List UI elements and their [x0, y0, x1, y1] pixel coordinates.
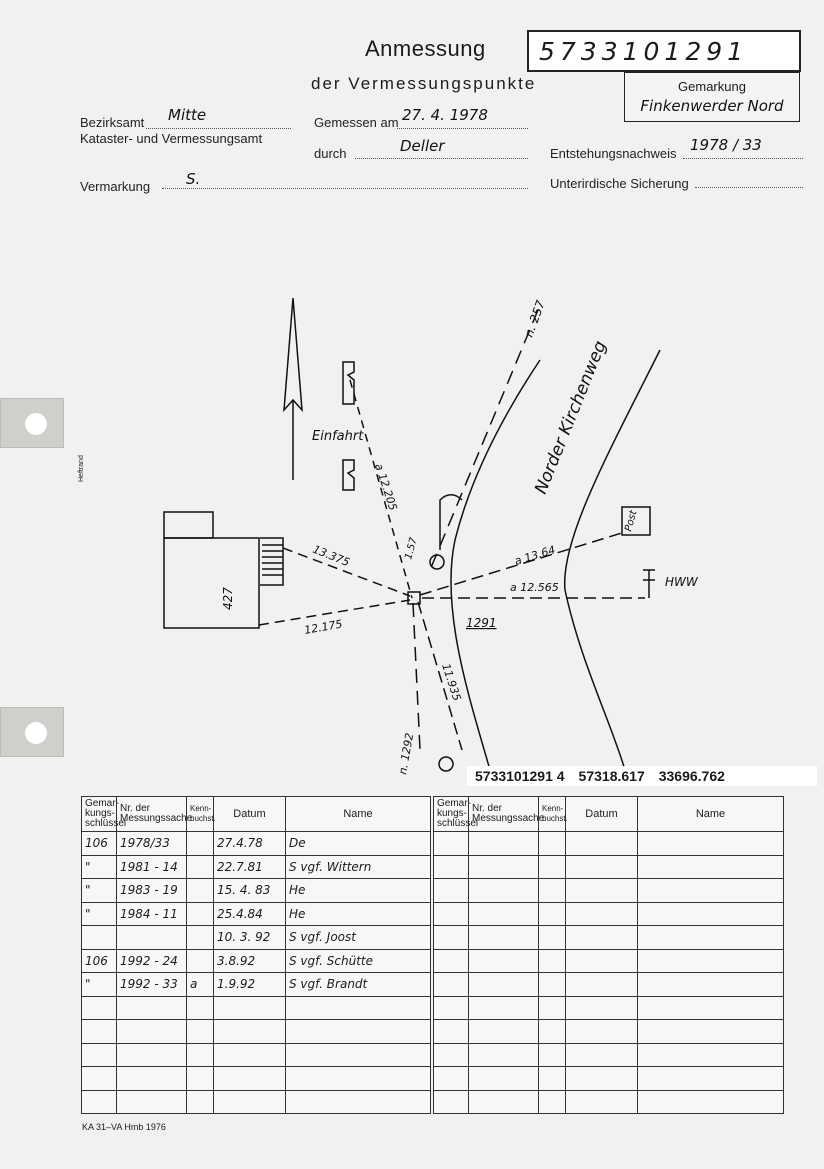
col-datum: Datum [214, 797, 286, 832]
cell-kenn [187, 1067, 214, 1091]
table-row [82, 949, 431, 973]
cell-datum [566, 879, 638, 903]
bezirksamt-line [146, 127, 291, 129]
entstehung-line [683, 157, 803, 159]
heftrand-label: Heftrand [78, 455, 85, 482]
unterirdisch-line [695, 186, 803, 188]
cell-schluessel [82, 1043, 117, 1067]
dist-12175: 12.175 [303, 617, 344, 637]
table-row [82, 1067, 431, 1091]
ref-line-top [430, 310, 538, 570]
cell-kenn [187, 855, 214, 879]
cell-kenn [539, 832, 566, 856]
building-annex [164, 512, 213, 538]
coord-id: 5733101291 4 [475, 768, 565, 784]
dist-a1364: a 13.64 [513, 543, 557, 568]
col-schluessel: Gemar-kungs-schlüssel [434, 797, 469, 832]
col-kennbuchst: Kenn-buchst. [187, 797, 214, 832]
cell-schluessel [434, 926, 469, 950]
table-row [434, 902, 784, 926]
cell-kenn [539, 1067, 566, 1091]
col-schluessel: Gemar-kungs-schlüssel [82, 797, 117, 832]
survey-sketch [0, 280, 824, 780]
cell-schluessel [82, 1090, 117, 1114]
form-subtitle: der Vermessungspunkte [311, 74, 537, 93]
table-row [434, 996, 784, 1020]
cell-nr [469, 832, 539, 856]
point-number: 5733101291 [539, 36, 749, 66]
cell-kenn [187, 949, 214, 973]
cell-name: S vgf. Schütte [286, 949, 431, 973]
cell-datum [566, 1090, 638, 1114]
vermarkung-label: Vermarkung [80, 179, 151, 194]
cell-schluessel: 106 [82, 949, 117, 973]
entstehung-label: Entstehungsnachweis [550, 146, 677, 161]
coord-y: 33696.762 [658, 768, 725, 784]
bezirksamt-label: Bezirksamt [80, 115, 145, 130]
table-row [82, 1020, 431, 1044]
gemarkung-value: Finkenwerder Nord [640, 97, 784, 115]
cell-schluessel [434, 879, 469, 903]
cell-datum [214, 1020, 286, 1044]
cell-name: He [286, 879, 431, 903]
cell-datum: 15. 4. 83 [214, 879, 286, 903]
cell-nr [469, 1090, 539, 1114]
cell-datum [566, 973, 638, 997]
cell-kenn [187, 902, 214, 926]
cell-datum [566, 902, 638, 926]
cell-kenn [539, 855, 566, 879]
building-steps [260, 538, 283, 585]
bezirksamt-value: Mitte [168, 106, 207, 124]
post-label: Post [623, 509, 640, 533]
table-row [82, 996, 431, 1020]
cell-nr [117, 1067, 187, 1091]
cell-schluessel: 106 [82, 832, 117, 856]
cell-datum: 25.4.84 [214, 902, 286, 926]
table-row [82, 1043, 431, 1067]
cell-kenn [539, 1020, 566, 1044]
col-messungssache: Nr. der Messungssache [469, 797, 539, 832]
einfahrt-marker-bottom [343, 460, 354, 490]
table-row [434, 1067, 784, 1091]
table-row [434, 949, 784, 973]
table-row [82, 926, 431, 950]
cell-schluessel [434, 1067, 469, 1091]
cell-nr [469, 1020, 539, 1044]
bottom-point-circle [439, 757, 453, 771]
cell-datum [566, 949, 638, 973]
form-footer: KA 31–VA Hmb 1976 [82, 1122, 166, 1132]
cell-name [286, 1067, 431, 1091]
cell-nr: 1983 - 19 [117, 879, 187, 903]
table-row [82, 855, 431, 879]
cell-datum: 3.8.92 [214, 949, 286, 973]
cell-schluessel [434, 996, 469, 1020]
hww-label: HWW [665, 575, 698, 589]
cell-kenn [539, 949, 566, 973]
register-header-row [82, 797, 431, 832]
cell-nr [469, 949, 539, 973]
cell-nr [117, 926, 187, 950]
cell-schluessel [434, 1090, 469, 1114]
cell-kenn [187, 879, 214, 903]
entstehung-value: 1978 / 33 [690, 136, 762, 154]
dist-1-57: 1.57 [403, 536, 420, 561]
cell-name [638, 855, 784, 879]
cell-nr [117, 1090, 187, 1114]
point-number-box [527, 30, 801, 72]
col-messungssache: Nr. der Messungssache [117, 797, 187, 832]
cell-name [638, 949, 784, 973]
cell-datum [214, 996, 286, 1020]
cell-datum [566, 926, 638, 950]
amt-label: Kataster- und Vermessungsamt [80, 131, 263, 146]
cell-name: He [286, 902, 431, 926]
form-title: Anmessung [365, 36, 486, 61]
table-row [82, 879, 431, 903]
cell-nr [469, 879, 539, 903]
cell-datum: 22.7.81 [214, 855, 286, 879]
table-row [82, 973, 431, 997]
gemarkung-label: Gemarkung [678, 79, 746, 94]
einfahrt-label: Einfahrt [312, 429, 364, 444]
cell-kenn [187, 1043, 214, 1067]
ref-bottom-label: n. 1292 [396, 731, 417, 776]
cell-datum: 27.4.78 [214, 832, 286, 856]
cell-nr: 1984 - 11 [117, 902, 187, 926]
cell-datum [566, 1043, 638, 1067]
table-row [434, 1043, 784, 1067]
cell-datum [214, 1067, 286, 1091]
table-row [82, 902, 431, 926]
gemessen-label: Gemessen am [314, 115, 399, 130]
unterirdisch-label: Unterirdische Sicherung [550, 176, 689, 191]
cell-nr: 1981 - 14 [117, 855, 187, 879]
north-arrow-icon [284, 298, 302, 480]
cell-kenn [187, 926, 214, 950]
cell-name [638, 1043, 784, 1067]
cell-nr: 1992 - 33 [117, 973, 187, 997]
cell-schluessel [434, 949, 469, 973]
gemessen-line [397, 127, 528, 129]
cell-nr [469, 855, 539, 879]
table-row [434, 832, 784, 856]
vermarkung-value: S. [186, 170, 201, 188]
cell-schluessel [434, 1020, 469, 1044]
cell-kenn [539, 1043, 566, 1067]
coord-x: 57318.617 [578, 768, 645, 784]
cell-schluessel [434, 973, 469, 997]
building-main [164, 538, 259, 628]
table-row [434, 855, 784, 879]
col-kennbuchst: Kenn-buchst. [539, 797, 566, 832]
cell-datum: 10. 3. 92 [214, 926, 286, 950]
cell-schluessel [82, 1020, 117, 1044]
table-row [434, 1020, 784, 1044]
cell-name [638, 902, 784, 926]
cell-schluessel [434, 832, 469, 856]
cell-kenn [539, 996, 566, 1020]
cell-schluessel: " [82, 902, 117, 926]
cell-name [638, 1090, 784, 1114]
coordinates-bar [467, 766, 817, 786]
cell-name [638, 1067, 784, 1091]
ref-line-bottom [413, 603, 420, 750]
cell-nr [469, 926, 539, 950]
cell-schluessel: " [82, 879, 117, 903]
cell-kenn [187, 996, 214, 1020]
dist-a12565: a 12.565 [510, 581, 559, 594]
cell-kenn [539, 902, 566, 926]
dist-13375: 13.375 [310, 542, 352, 570]
cell-schluessel: " [82, 973, 117, 997]
dist-11935: 11.935 [439, 661, 464, 703]
cell-kenn [187, 1020, 214, 1044]
cell-kenn [539, 1090, 566, 1114]
register-header-row [434, 797, 784, 832]
cell-name [638, 996, 784, 1020]
street-left-curve [451, 360, 540, 770]
cell-schluessel [434, 902, 469, 926]
cell-nr [117, 996, 187, 1020]
cell-name [286, 1090, 431, 1114]
cell-kenn [539, 926, 566, 950]
cell-name: S vgf. Wittern [286, 855, 431, 879]
cell-schluessel [82, 996, 117, 1020]
cell-datum [566, 1020, 638, 1044]
cell-nr [469, 1043, 539, 1067]
cell-schluessel [82, 926, 117, 950]
cell-nr: 1978/33 [117, 832, 187, 856]
cell-name [286, 996, 431, 1020]
table-row [434, 973, 784, 997]
cell-nr [117, 1020, 187, 1044]
col-datum: Datum [566, 797, 638, 832]
cell-kenn [187, 1090, 214, 1114]
durch-line [355, 157, 528, 159]
parcel-label: 1291 [466, 616, 497, 630]
cell-nr [469, 973, 539, 997]
pole-circle [430, 555, 444, 569]
table-row [434, 926, 784, 950]
cell-datum: 1.9.92 [214, 973, 286, 997]
pole-symbol [440, 495, 462, 550]
col-name: Name [638, 797, 784, 832]
cell-datum [566, 855, 638, 879]
dist-a12205: a 12.205 [372, 461, 400, 513]
cell-datum [566, 996, 638, 1020]
cell-nr [469, 996, 539, 1020]
col-name: Name [286, 797, 431, 832]
durch-label: durch [314, 146, 347, 161]
cell-datum [214, 1043, 286, 1067]
cell-name: S vgf. Joost [286, 926, 431, 950]
cell-name: S vgf. Brandt [286, 973, 431, 997]
table-row [434, 1090, 784, 1114]
register-table-right [433, 796, 784, 1114]
cell-schluessel [434, 855, 469, 879]
cell-datum [214, 1090, 286, 1114]
cell-kenn: a [187, 973, 214, 997]
table-row [434, 879, 784, 903]
cell-name [638, 926, 784, 950]
cell-kenn [539, 879, 566, 903]
gemarkung-box [624, 72, 800, 122]
cell-nr [117, 1043, 187, 1067]
cell-name: De [286, 832, 431, 856]
cell-name [638, 832, 784, 856]
cell-nr [469, 1067, 539, 1091]
cell-schluessel: " [82, 855, 117, 879]
register-table-left [81, 796, 431, 1114]
cell-nr [469, 902, 539, 926]
hww-hydrant-icon [643, 570, 655, 598]
einfahrt-marker-top [343, 362, 354, 404]
ref-top-label: n. 257 [521, 298, 548, 340]
street-name: Norder Kirchenweg [531, 338, 611, 497]
cell-schluessel [434, 1043, 469, 1067]
cell-name [638, 973, 784, 997]
cell-kenn [187, 832, 214, 856]
cell-schluessel [82, 1067, 117, 1091]
table-row [82, 1090, 431, 1114]
cell-name [286, 1020, 431, 1044]
cell-datum [566, 1067, 638, 1091]
durch-value: Deller [400, 137, 445, 155]
cell-datum [566, 832, 638, 856]
cell-name [638, 879, 784, 903]
cell-kenn [539, 973, 566, 997]
house-number: 427 [221, 587, 235, 610]
cell-name [638, 1020, 784, 1044]
cell-name [286, 1043, 431, 1067]
gemessen-value: 27. 4. 1978 [402, 106, 488, 124]
vermarkung-line [162, 187, 528, 189]
cell-nr: 1992 - 24 [117, 949, 187, 973]
table-row [82, 832, 431, 856]
